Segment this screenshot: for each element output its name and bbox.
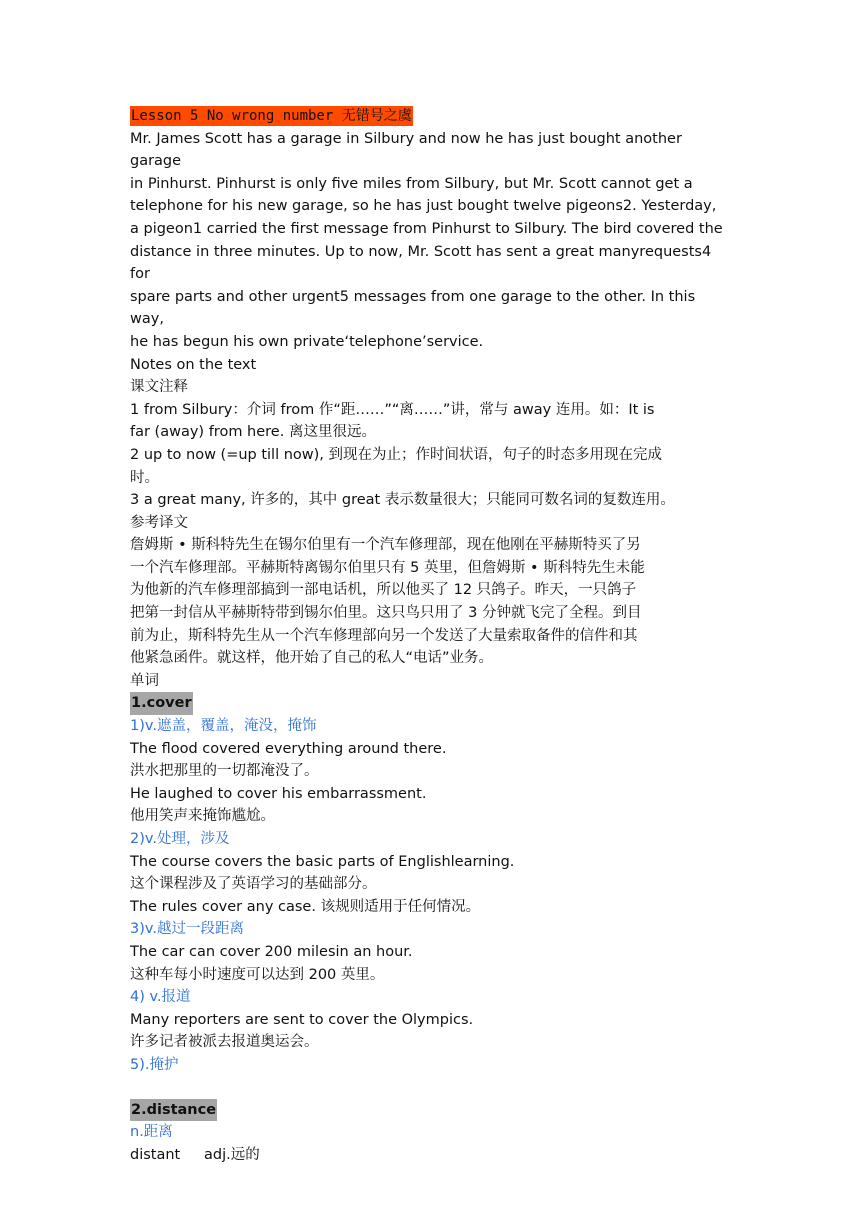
translation (130, 534, 732, 670)
passage-line: telephone for his new garage, so he has just bought twelve pigeons2. Yesterday, (130, 198, 717, 215)
passage-line: Mr. James Scott has a garage in Silbury and now he has just bought another garage (130, 130, 682, 170)
note-line: far (away) from here. 离这里很远。 (130, 424, 376, 441)
example-line: He laughed to cover his embarrassment. (130, 785, 427, 802)
note-line: 时。 (130, 469, 159, 486)
note-line: 3 a great many, 许多的，其中 great 表示数量很大；只能同可数名词的复数连用。 (130, 492, 675, 509)
translation-line: 把第一封信从平赫斯特带到锡尔伯里。这只鸟只用了 3 分钟就飞完了全程。到目 (130, 605, 642, 622)
translation-line: 为他新的汽车修理部搞到一部电话机，所以他买了 12 只鸽子。昨天，一只鸽子 (130, 582, 637, 599)
word-entry-distance (130, 1121, 732, 1166)
passage-line: in Pinhurst. Pinhurst is only five miles from Silbury, but Mr. Scott cannot get a (130, 175, 693, 192)
example-line: 这种车每小时速度可以达到 200 英里。 (130, 966, 385, 983)
example-line: 许多记者被派去报道奥运会。 (130, 1034, 319, 1051)
vocab-heading: 单词 (130, 672, 159, 689)
example-line: The rules cover any case. 该规则适用于任何情况。 (130, 898, 481, 915)
notes (130, 399, 732, 512)
passage-line: spare parts and other urgent5 messages from one garage to the other. In this way, (130, 288, 696, 328)
sense-line: 1)v.遮盖，覆盖，淹没，掩饰 (130, 718, 317, 735)
translation-line: 一个汽车修理部。平赫斯特离锡尔伯里只有 5 英里，但詹姆斯 • 斯科特先生未能 (130, 559, 645, 576)
note-line: 2 up to now (=up till now), 到现在为止；作时间状语，句子的时态多用现在完成 (130, 446, 663, 463)
passage (130, 128, 732, 354)
word-heading-distance: 2.distance (130, 1099, 217, 1122)
example-line: 这个课程涉及了英语学习的基础部分。 (130, 876, 377, 893)
related-word: distant (130, 1146, 181, 1163)
sense-line: n.距离 (130, 1124, 173, 1141)
lesson-title: Lesson 5 No wrong number 无错号之虞 (131, 108, 412, 124)
note-line: 1 from Silbury：介词 from 作“距……”“离……”讲，常与 away 连用。如：It is (130, 401, 655, 418)
example-line: The car can cover 200 milesin an hour. (130, 943, 413, 960)
passage-line: a pigeon1 carried the first message from Pinhurst to Silbury. The bird covered the (130, 220, 723, 237)
example-line: The flood covered everything around there. (130, 740, 447, 757)
sense-line: 3)v.越过一段距离 (130, 921, 244, 938)
related-word-line (130, 1144, 732, 1167)
word-heading-cover: 1.cover (130, 692, 193, 715)
notes-heading-en: Notes on the text (130, 356, 257, 373)
translation-line: 前为止，斯科特先生从一个汽车修理部向另一个发送了大量索取备件的信件和其 (130, 627, 638, 644)
example-line: The course covers the basic parts of Englishlearning. (130, 853, 515, 870)
translation-heading: 参考译文 (130, 514, 188, 531)
sense-line: 2)v.处理，涉及 (130, 831, 230, 847)
word-entry-cover (130, 715, 732, 1077)
sense-line: 4) v.报道 (130, 989, 191, 1006)
passage-line: distance in three minutes. Up to now, Mr. Scott has sent a great manyrequests4 for (130, 243, 712, 283)
passage-line: he has begun his own private‘telephone’service. (130, 333, 484, 350)
translation-line: 詹姆斯 • 斯科特先生在锡尔伯里有一个汽车修理部，现在他刚在平赫斯特买了另 (130, 537, 641, 554)
translation-line: 他紧急函件。就这样，他开始了自己的私人“电话”业务。 (130, 650, 494, 667)
spacer (130, 1077, 732, 1099)
related-meaning: adj.远的 (204, 1146, 260, 1163)
example-line: Many reporters are sent to cover the Olympics. (130, 1011, 474, 1028)
document-body (130, 105, 732, 1166)
example-line: 他用笑声来掩饰尴尬。 (130, 808, 275, 825)
notes-heading-zh: 课文注释 (130, 379, 188, 396)
sense-line: 5).掩护 (130, 1056, 179, 1073)
example-line: 洪水把那里的一切都淹没了。 (130, 763, 319, 780)
